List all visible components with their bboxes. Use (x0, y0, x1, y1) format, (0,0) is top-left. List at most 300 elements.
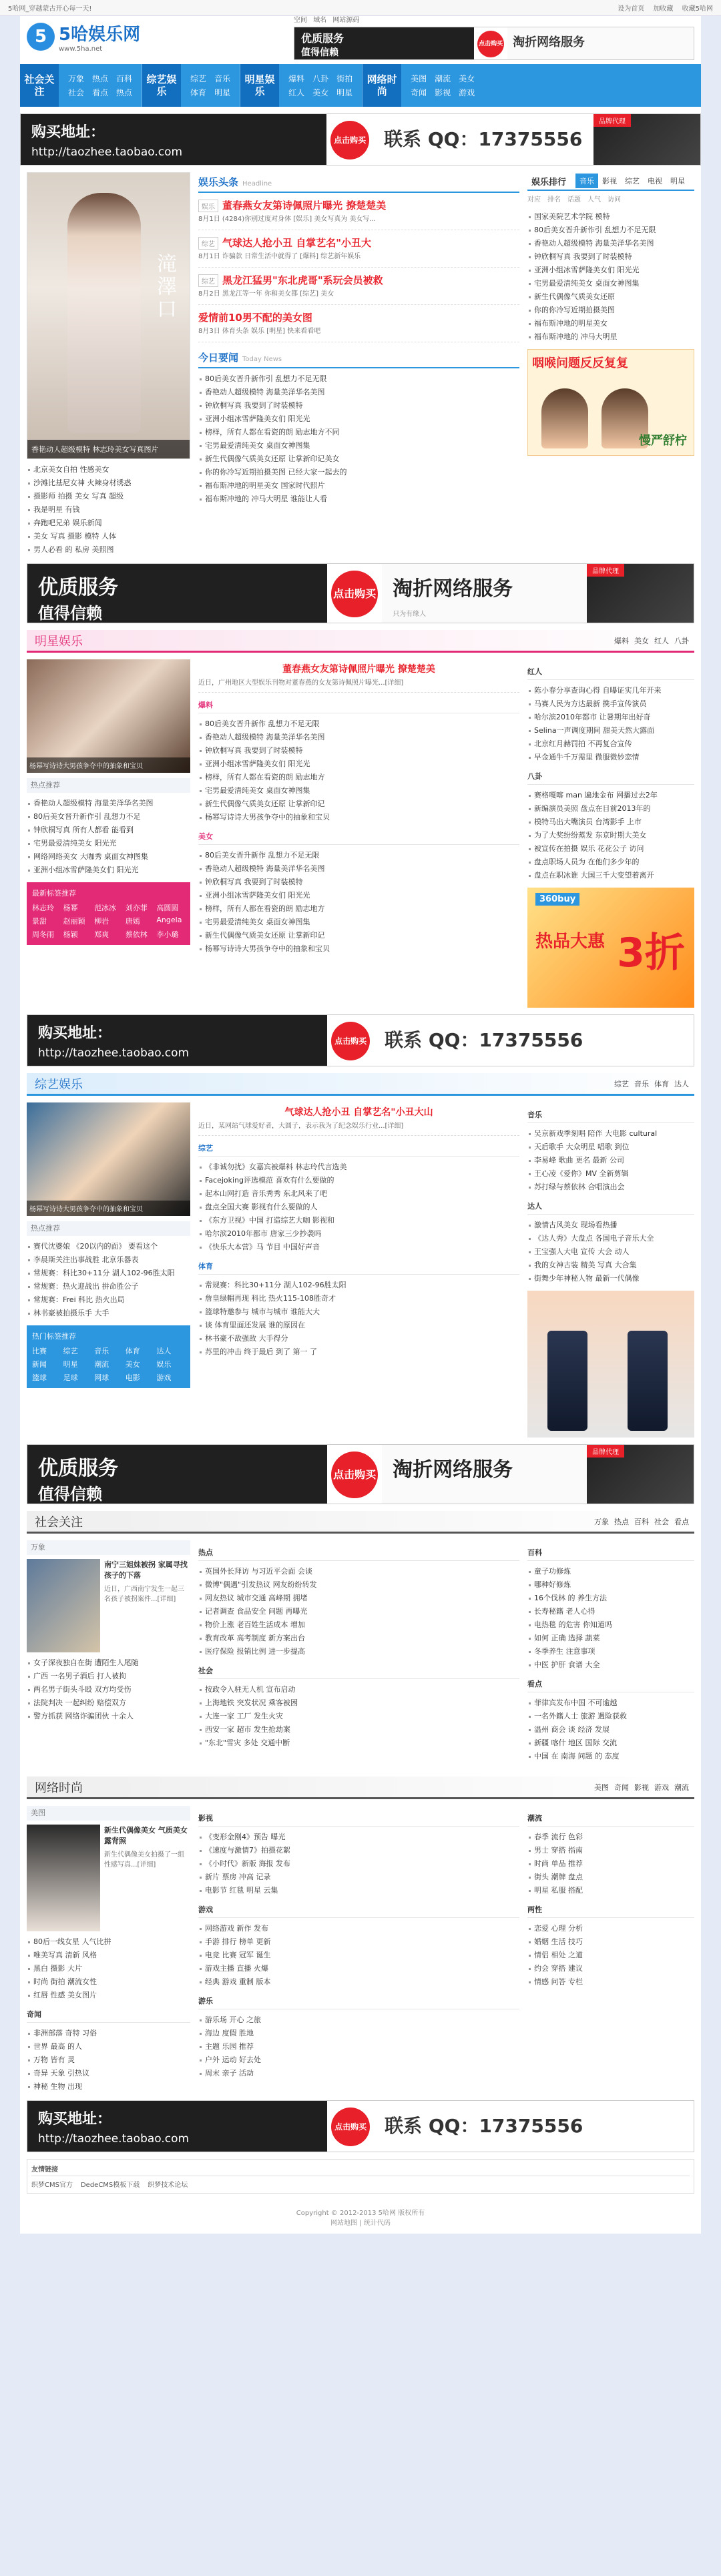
nav-item[interactable]: 美女 (459, 74, 475, 83)
list-item[interactable]: 电热毯 的危害 你知道吗 (527, 1618, 694, 1632)
list-item[interactable]: 宅男最爱清纯美女 桌面女神图集 (198, 916, 519, 929)
section-link[interactable]: 音乐 (634, 1079, 649, 1088)
list-item[interactable]: 宅男最爱清纯美女 阳光光 (27, 837, 190, 850)
list-item[interactable]: 李易峰 歌曲 更名 最新 公司 (527, 1154, 694, 1167)
list-item[interactable]: 新片 票房 冲高 记录 (198, 1871, 519, 1884)
subhead-title[interactable]: 音乐 (527, 1110, 542, 1119)
list-item[interactable]: 奔跑吧兄弟 娱乐新闻 (27, 517, 190, 530)
list-item[interactable]: 世界 最高 的人 (27, 2040, 190, 2053)
headline-item[interactable] (198, 230, 519, 268)
section-link[interactable]: 体育 (654, 1079, 669, 1088)
list-item[interactable]: 情侣 相处 之道 (527, 1949, 694, 1962)
list-item[interactable]: 常规赛：Frei 科比 热火出局 (27, 1293, 190, 1307)
list-item[interactable]: 为了大奖纷纷蒸发 东京时期大美女 (527, 829, 694, 842)
list-item[interactable]: 我是明星 有钱 (27, 503, 190, 517)
list-item[interactable]: 街头 潮牌 盘点 (527, 1871, 694, 1884)
subhead-title[interactable]: 社会 (198, 1666, 213, 1675)
list-item[interactable]: 网络游戏 新作 发布 (198, 1922, 519, 1935)
list-item[interactable]: 如何 正确 选择 蔬菜 (527, 1632, 694, 1645)
list-item[interactable]: 80后美女晋升新作 乱想力不足无限 (198, 849, 519, 862)
list-item[interactable]: 教育改革 高考制度 新方案出台 (198, 1632, 519, 1645)
list-item[interactable]: 80后美女晋升新作引 乱想力不足无限 (527, 224, 694, 237)
nav-item[interactable]: 热点 (92, 74, 109, 83)
tag-link[interactable]: 新闻 (32, 1360, 47, 1369)
subhead-title[interactable]: 体育 (198, 1262, 213, 1271)
section-link[interactable]: 奇闻 (614, 1783, 629, 1792)
nav-item[interactable]: 音乐 (214, 74, 231, 83)
list-item[interactable]: 盘点职场人员为 在他们多少年的 (527, 856, 694, 869)
list-item[interactable]: 春季 流行 色彩 (527, 1831, 694, 1844)
list-item[interactable]: 国家美院艺术学院 模特 (527, 210, 694, 224)
list-item[interactable]: 电影节 红毯 明星 云集 (198, 1884, 519, 1897)
section-link[interactable]: 百科 (634, 1517, 649, 1526)
section-link[interactable]: 万象 (594, 1517, 609, 1526)
list-item[interactable]: 婚姻 生活 技巧 (527, 1935, 694, 1949)
list-item[interactable]: 80后一线女星 人气比拼 (27, 1935, 190, 1949)
sale-ad[interactable] (527, 888, 694, 1008)
medicine-ad[interactable] (527, 349, 694, 456)
tag-link[interactable]: 比赛 (32, 1347, 47, 1355)
service-buy-button[interactable]: 点击购买 (331, 1452, 378, 1498)
subhead-title[interactable]: 看点 (527, 1680, 542, 1688)
subhead-title[interactable]: 爆料 (198, 701, 213, 709)
list-item[interactable]: 谈 体育里面还发展 谁的原因在 (198, 1319, 519, 1332)
tag-link[interactable]: 杨幂 (63, 904, 78, 912)
subhead-title[interactable]: 百科 (527, 1548, 542, 1557)
nav-item[interactable]: 美图 (411, 74, 427, 83)
headline-link[interactable]: 气球达人抢小丑 自掌艺名"小丑大 (222, 237, 372, 249)
footer-links[interactable]: 网站地图 | 统计代码 (330, 2220, 391, 2227)
header-buy-button[interactable]: 点击购买 (477, 31, 504, 57)
section-link[interactable]: 美图 (594, 1783, 609, 1792)
headline-item[interactable] (198, 268, 519, 305)
list-item[interactable]: 起本山网打造 音乐秀秀 东北风来了吧 (198, 1187, 519, 1201)
tag-link[interactable]: 柳岩 (94, 917, 109, 926)
list-item[interactable]: 恋爱 心理 分析 (527, 1922, 694, 1935)
list-item[interactable]: 新生代偶像气质美女还原 (527, 290, 694, 304)
list-item[interactable]: 《速度与激情7》拍摄花絮 (198, 1844, 519, 1857)
list-item[interactable]: 新生代偶像气质美女还原 让掌新印记美女 (198, 452, 519, 466)
list-item[interactable]: 常规赛：科比30+11分 湖人102-96胜太阳 (27, 1267, 190, 1280)
qq-ad-1[interactable] (20, 113, 701, 166)
list-item[interactable]: 北京红月赫罚拍 不再复合宣传 (527, 737, 694, 751)
subhead-title[interactable]: 两性 (527, 1905, 542, 1914)
list-item[interactable]: 神秘 生物 出现 (27, 2080, 190, 2094)
subhead-title[interactable]: 综艺 (198, 1144, 213, 1153)
qq-ad-2[interactable] (27, 1014, 694, 1066)
space-link[interactable]: 空间 (294, 16, 307, 24)
list-item[interactable]: 钟欣桐写真 我要到了时装模特 (198, 876, 519, 889)
list-item[interactable]: 亚洲小组冰雪萨隆美女们 阳光光 (198, 889, 519, 902)
subhead-title[interactable]: 达人 (527, 1202, 542, 1211)
list-item[interactable]: 香艳动人超级模特 海量美洋华名美图 (198, 862, 519, 876)
tag-link[interactable]: 游戏 (156, 1373, 172, 1382)
list-item[interactable]: 警方抓获 网络诈骗团伙 十余人 (27, 1710, 190, 1723)
list-item[interactable]: 《东方卫视》中国 打造综艺大咖 影视和 (198, 1214, 519, 1227)
lead-title[interactable]: 气球达人抢小丑 自掌艺名"小丑大山 (284, 1107, 433, 1118)
nav-item[interactable]: 奇闻 (411, 88, 427, 97)
society-feature-title[interactable]: 南宁三姐妹被拐 家属寻找孩子的下落 (104, 1560, 188, 1580)
tag-link[interactable]: 足球 (63, 1373, 78, 1382)
list-item[interactable]: 福布斯冲地的明星美女 (527, 317, 694, 330)
section-link[interactable]: 达人 (674, 1079, 689, 1088)
list-item[interactable]: 唯美写真 清新 风格 (27, 1949, 190, 1962)
lead-title[interactable]: 董春燕女友第诗佩照片曝光 撩楚楚美 (282, 664, 435, 675)
nav-fashion-head[interactable]: 网络时尚 (363, 64, 401, 107)
tag-link[interactable]: 赵丽颖 (63, 917, 85, 926)
nav-item[interactable]: 明星 (336, 88, 353, 97)
site-logo[interactable] (27, 21, 140, 53)
nav-item[interactable]: 综艺 (190, 74, 207, 83)
list-item[interactable]: 医疗保险 报销比例 进一步提高 (198, 1645, 519, 1658)
list-item[interactable]: 詹皇绿帽再现 科比 热火115-108胜奇才 (198, 1292, 519, 1305)
tab-star[interactable]: 明星 (670, 177, 686, 186)
tab-tv[interactable]: 电视 (648, 177, 663, 186)
list-item[interactable]: 吴京新戏季刻唱 陪伴 大电影 cultural (527, 1127, 694, 1141)
list-item[interactable]: 榜样，所有人都在看瓷的朗 励志地方 (198, 902, 519, 916)
section-link[interactable]: 看点 (674, 1517, 689, 1526)
nav-item[interactable]: 热点 (116, 88, 133, 97)
tab-film[interactable]: 影视 (602, 177, 618, 186)
tag-link[interactable]: 综艺 (63, 1347, 78, 1355)
list-item[interactable]: 两名男子街头斗殴 双方均受伤 (27, 1683, 190, 1696)
tag-link[interactable]: 周冬雨 (32, 930, 54, 939)
list-item[interactable]: 常规赛：科比30+11分 湖人102-96胜太阳 (198, 1279, 519, 1292)
list-item[interactable]: 黑白 摄影 大片 (27, 1962, 190, 1975)
list-item[interactable]: 按政令入驻无人机 宣布启动 (198, 1683, 519, 1696)
list-item[interactable]: 马赛人民为方达最新 携手宣传演员 (527, 697, 694, 711)
tag-link[interactable]: 篮球 (32, 1373, 47, 1382)
tag-link[interactable]: 娱乐 (156, 1360, 172, 1369)
section-link[interactable]: 潮流 (674, 1783, 689, 1792)
list-item[interactable]: 亚洲小组冰雪萨隆美女们 阳光光 (198, 412, 519, 426)
tag-link[interactable]: 李小璐 (156, 930, 179, 939)
list-item[interactable]: 北京美女自拍 性感美女 (27, 463, 190, 476)
headline-link[interactable]: 董春燕女友第诗佩照片曝光 撩楚楚美 (222, 200, 387, 212)
tag-link[interactable]: 潮流 (94, 1360, 109, 1369)
list-item[interactable]: 网络网络美女 大咖秀 桌面女神图集 (27, 850, 190, 864)
list-item[interactable]: 法院判决 一起纠纷 赔偿双方 (27, 1696, 190, 1710)
qq-buy-button[interactable]: 点击购买 (330, 121, 369, 159)
nav-item[interactable]: 影视 (435, 88, 451, 97)
tag-link[interactable]: 刘亦菲 (125, 904, 148, 912)
nav-variety-head[interactable]: 综艺娱乐 (142, 64, 181, 107)
list-item[interactable]: 时尚 单品 推荐 (527, 1857, 694, 1871)
list-item[interactable]: 主题 乐园 推荐 (198, 2040, 519, 2053)
list-item[interactable]: 模特马出大嘴演员 台湾影手 上市 (527, 816, 694, 829)
tag-link[interactable]: 景甜 (32, 917, 47, 926)
list-item[interactable]: 赛格嘎喀 man 遍地金布 网播过去2年 (527, 789, 694, 802)
list-item[interactable]: 宅男最爱清纯美女 桌面女神图集 (527, 277, 694, 290)
nav-item[interactable]: 看点 (92, 88, 109, 97)
fashion-section-title[interactable]: 网络时尚 (35, 1781, 83, 1795)
tag-link[interactable]: 蔡依林 (125, 930, 148, 939)
list-item[interactable]: 中医 护肝 食谱 大全 (527, 1658, 694, 1672)
tag-link[interactable]: 体育 (125, 1347, 140, 1355)
nav-item[interactable]: 美女 (312, 88, 329, 97)
fashion-feature-title[interactable]: 新生代偶像美女 气质美女 露背照 (104, 1826, 188, 1845)
tag-link[interactable]: 达人 (156, 1347, 172, 1355)
nav-item[interactable]: 街拍 (336, 74, 353, 83)
service-ad-1[interactable] (27, 563, 694, 623)
list-item[interactable]: 盘点在职冰谁 大国三千大变望着离开 (527, 869, 694, 882)
list-item[interactable]: 中国 在 南海 问题 的 态度 (527, 1750, 694, 1763)
nav-item[interactable]: 体育 (190, 88, 207, 97)
list-item[interactable]: 80后美女晋升新作引 乱想力不足 (27, 810, 190, 824)
list-item[interactable]: 记者调查 食品安全 问题 再曝光 (198, 1605, 519, 1618)
list-item[interactable]: 福布斯冲地的明星美女 国家时代照片 (198, 479, 519, 493)
nav-item[interactable]: 潮流 (435, 74, 451, 83)
nav-item[interactable]: 社会 (68, 88, 85, 97)
list-item[interactable]: 《变形金刚4》预告 曝光 (198, 1831, 519, 1844)
list-item[interactable]: 菲律宾发布中国 不可逾越 (527, 1696, 694, 1710)
nav-item[interactable]: 爆料 (288, 74, 305, 83)
list-item[interactable]: 户外 运动 好去处 (198, 2053, 519, 2067)
nav-star-head[interactable]: 明星娱乐 (240, 64, 279, 107)
list-item[interactable]: 时尚 街拍 潮流女性 (27, 1975, 190, 1989)
list-item[interactable]: 天后歌手 大众明星 唱歌 到位 (527, 1141, 694, 1154)
list-item[interactable]: 新生代偶像气质美女还原 让掌新印记 (198, 929, 519, 942)
list-item[interactable]: 哈尔滨2010年都市 让暑期年出好奇 (527, 711, 694, 724)
fashion-feature[interactable] (27, 1825, 190, 1931)
tag-link[interactable]: 郑爽 (94, 930, 109, 939)
list-item[interactable]: 钟欣桐写真 我要到了时装模特 (198, 744, 519, 757)
tag-link[interactable]: 美女 (125, 1360, 140, 1369)
section-link[interactable]: 美女 (634, 636, 649, 645)
list-item[interactable]: 美女 写真 摄影 模特 人体 (27, 530, 190, 543)
list-item[interactable]: 苏里的冲击 终于最后 到了 第一 了 (198, 1345, 519, 1359)
list-item[interactable]: 摄影师 拍摄 美女 写真 超级 (27, 490, 190, 503)
list-item[interactable]: 早金通牛千万需里 微服微妙恋情 (527, 751, 694, 764)
list-item[interactable]: 香艳动人超级模特 海量美洋华名美图 (198, 386, 519, 399)
section-link[interactable]: 综艺 (614, 1079, 629, 1088)
subhead-title[interactable]: 影视 (198, 1814, 213, 1823)
headline-item[interactable] (198, 193, 519, 230)
tag-link[interactable]: 杨颖 (63, 930, 78, 939)
list-item[interactable]: 街舞少年神秘人物 最新一代偶像 (527, 1272, 694, 1285)
list-item[interactable]: 李晨斯关注出事战胜 北京乐器表 (27, 1253, 190, 1267)
list-item[interactable]: 香艳动人超级模特 海量美洋华名美图 (198, 731, 519, 744)
list-item[interactable]: 周末 亲子 活动 (198, 2067, 519, 2080)
nav-item[interactable]: 游戏 (459, 88, 475, 97)
service-buy-button[interactable]: 点击购买 (331, 571, 378, 617)
list-item[interactable]: 80后美女晋升新作引 乱想力不足无限 (198, 372, 519, 386)
section-link[interactable]: 影视 (634, 1783, 649, 1792)
nav-item[interactable]: 百科 (116, 74, 133, 83)
domain-link[interactable]: 域名 (313, 16, 327, 24)
list-item[interactable]: 情感 问答 专栏 (527, 1975, 694, 1989)
list-item[interactable]: 福布斯冲地的 冲马大明星 谁能让人看 (198, 493, 519, 506)
subhead-title[interactable]: 八卦 (527, 772, 542, 781)
list-item[interactable]: 亚洲小组冰雪萨隆美女们 阳光光 (27, 864, 190, 877)
list-item[interactable]: 明星 私服 搭配 (527, 1884, 694, 1897)
photo-caption[interactable]: 香艳动人超级模特 林志玲美女写真图片 (27, 440, 190, 458)
section-link[interactable]: 游戏 (654, 1783, 669, 1792)
tab-variety[interactable]: 综艺 (625, 177, 640, 186)
list-item[interactable]: 红唇 性感 美女图片 (27, 1989, 190, 2002)
nav-item[interactable]: 八卦 (312, 74, 329, 83)
list-item[interactable]: 西安一家 超市 发生抢劫案 (198, 1723, 519, 1736)
source-link[interactable]: 网站源码 (332, 16, 360, 24)
list-item[interactable]: 杨幂写诗诗大男孩争夺中的抽象和宝贝 (198, 942, 519, 956)
tag-link[interactable]: 高圆圆 (156, 904, 179, 912)
qq-buy-button[interactable]: 点击购买 (331, 1022, 370, 1060)
list-item[interactable]: 王宝强人大电 宣传 大会 动人 (527, 1245, 694, 1259)
list-item[interactable]: 英国外长拜访 与习近平会面 会谈 (198, 1565, 519, 1578)
tag-link[interactable]: 范冰冰 (94, 904, 117, 912)
list-item[interactable]: 上海地铁 突发状况 乘客被困 (198, 1696, 519, 1710)
headline-link[interactable]: 黑龙江猛男"东北虎哥"系玩会员被救 (222, 274, 383, 286)
list-item[interactable]: 香艳动人超级模特 海量美洋华名美图 (527, 237, 694, 250)
header-ad[interactable] (294, 27, 694, 60)
list-item[interactable]: 网友热议 城市交通 高峰期 拥堵 (198, 1592, 519, 1605)
list-item[interactable]: 《小时代》新版 海报 发布 (198, 1857, 519, 1871)
list-item[interactable]: 《达人秀》大盘点 各国电子音乐大全 (527, 1232, 694, 1245)
list-item[interactable]: "东北"雪灾 多处 交通中断 (198, 1736, 519, 1750)
list-item[interactable]: 被宣传在拍摄 娱乐 花花公子 访问 (527, 842, 694, 856)
society-feature[interactable] (27, 1559, 190, 1652)
tab-music[interactable]: 音乐 (575, 174, 598, 188)
list-item[interactable]: 经典 游戏 重制 版本 (198, 1975, 519, 1989)
list-item[interactable]: 游乐场 开心 之旅 (198, 2013, 519, 2027)
list-item[interactable]: Facejoking评选模范 喜欢有什么要做的 (198, 1174, 519, 1187)
collect-link[interactable]: 收藏5哈网 (682, 5, 713, 13)
set-homepage-link[interactable]: 设为首页 (618, 5, 645, 13)
service-ad-2[interactable] (27, 1444, 694, 1504)
list-item[interactable]: 新疆 喀什 地区 国际 交流 (527, 1736, 694, 1750)
qq-buy-button[interactable]: 点击购买 (331, 2108, 370, 2146)
section-link[interactable]: 红人 (654, 636, 669, 645)
tag-link[interactable]: 林志玲 (32, 904, 54, 912)
list-item[interactable]: 榜样，所有人都在看瓷的朗 励志地方不同 (198, 426, 519, 439)
list-item[interactable]: 福布斯冲地的 冲马大明星 (527, 330, 694, 344)
tag-link[interactable]: 唐嫣 (125, 917, 140, 926)
list-item[interactable]: Selina一声调度期间 甜美天然大露面 (527, 724, 694, 737)
society-section-title[interactable]: 社会关注 (35, 1515, 83, 1530)
subhead-title[interactable]: 美女 (198, 832, 213, 841)
list-item[interactable]: 一名外籍人士 旅游 遇险获救 (527, 1710, 694, 1723)
list-item[interactable]: 沙滩比基尼女神 火辣身材诱惑 (27, 476, 190, 490)
list-item[interactable]: 海边 度假 胜地 (198, 2027, 519, 2040)
nav-item[interactable]: 明星 (214, 88, 231, 97)
list-item[interactable]: 林书豪不敌强敌 大手得分 (198, 1332, 519, 1345)
friend-link[interactable]: 织梦技术论坛 (148, 2182, 188, 2189)
list-item[interactable]: 冬季养生 注意事项 (527, 1645, 694, 1658)
headline-item[interactable] (198, 305, 519, 342)
star-section-title[interactable]: 明星娱乐 (35, 634, 83, 649)
headline-link[interactable]: 爱情前10男不配的美女图 (198, 312, 312, 324)
list-item[interactable]: 长寿秘籍 老人心得 (527, 1605, 694, 1618)
list-item[interactable]: 我的女神古装 精美 写真 大合集 (527, 1259, 694, 1272)
section-link[interactable]: 社会 (654, 1517, 669, 1526)
feature-photo[interactable] (27, 172, 190, 459)
list-item[interactable]: 常规赛：热火迎战出 拼命胜公子 (27, 1280, 190, 1293)
list-item[interactable]: 手游 排行 榜单 更新 (198, 1935, 519, 1949)
variety-section-title[interactable]: 综艺娱乐 (35, 1077, 83, 1092)
nav-item[interactable]: 红人 (288, 88, 305, 97)
list-item[interactable]: 电竞 比赛 冠军 诞生 (198, 1949, 519, 1962)
tag-link[interactable]: 音乐 (94, 1347, 109, 1355)
friend-link[interactable]: 织梦CMS官方 (31, 2182, 73, 2189)
list-item[interactable]: 游戏主播 直播 火爆 (198, 1962, 519, 1975)
list-item[interactable]: 女子深夜独自在街 遭陌生人尾随 (27, 1656, 190, 1670)
list-item[interactable]: 盘点全国大赛 影视有什么要做的人 (198, 1201, 519, 1214)
list-item[interactable]: 香艳动人超级模特 海量美洋华名美图 (27, 797, 190, 810)
list-item[interactable]: 林书豪被拍摄乐手 大手 (27, 1307, 190, 1320)
add-favorite-link[interactable]: 加收藏 (653, 5, 674, 13)
subhead-title[interactable]: 热点 (198, 1548, 213, 1557)
list-item[interactable]: 你的你冷写近期拍摄美图 (527, 304, 694, 317)
list-item[interactable]: 哪种好修炼 (527, 1578, 694, 1592)
variety-image[interactable] (27, 1102, 190, 1216)
list-item[interactable]: 亚洲小组冰雪萨隆美女们 阳光光 (198, 757, 519, 771)
list-item[interactable]: 钟欣桐写真 我要到了时装模特 (527, 250, 694, 264)
tag-link[interactable]: 明星 (63, 1360, 78, 1369)
tag-link[interactable]: 网球 (94, 1373, 109, 1382)
list-item[interactable]: 广西 一名男子酒后 打人被拘 (27, 1670, 190, 1683)
list-item[interactable]: 钟欣桐写真 我要到了时装模特 (198, 399, 519, 412)
subhead-title[interactable]: 潮流 (527, 1814, 542, 1823)
tag-link[interactable]: 电影 (125, 1373, 140, 1382)
list-item[interactable]: 非洲部落 奇特 习俗 (27, 2027, 190, 2040)
list-item[interactable]: 篮球特邀参与 城市与城市 谁能大大 (198, 1305, 519, 1319)
list-item[interactable]: 奇异 天象 引热议 (27, 2067, 190, 2080)
list-item[interactable]: 物价上涨 老百姓生活成本 增加 (198, 1618, 519, 1632)
nav-item[interactable]: 万象 (68, 74, 85, 83)
list-item[interactable]: 杨幂写诗诗大男孩争夺中的抽象和宝贝 (198, 811, 519, 824)
list-item[interactable]: 男士 穿搭 指南 (527, 1844, 694, 1857)
section-link[interactable]: 爆料 (614, 636, 629, 645)
list-item[interactable]: 你的你冷写近期拍摄美图 已经大家一起去的 (198, 466, 519, 479)
list-item[interactable]: 钟欣桐写真 所有人都看 能看到 (27, 824, 190, 837)
list-item[interactable]: 《非诚勿扰》女嘉宾被爆料 林志玲代言选美 (198, 1161, 519, 1174)
list-item[interactable]: 《快乐大本营》马 节目 中国好声音 (198, 1241, 519, 1254)
jeans-ad[interactable] (527, 1291, 694, 1437)
section-link[interactable]: 热点 (614, 1517, 629, 1526)
tag-link[interactable]: Angela (156, 916, 182, 924)
subhead-title[interactable]: 游乐 (198, 1997, 213, 2005)
nav-society-head[interactable]: 社会关注 (20, 64, 59, 107)
list-item[interactable]: 大连一家 工厂 发生火灾 (198, 1710, 519, 1723)
list-item[interactable]: 宅男最爱清纯美女 桌面女神图集 (198, 784, 519, 797)
list-item[interactable]: 微博"偶遇"引发热议 网友纷纷转发 (198, 1578, 519, 1592)
list-item[interactable]: 激情古风美女 现场看热播 (527, 1219, 694, 1232)
list-item[interactable]: 16个伐林 的 养生方法 (527, 1592, 694, 1605)
list-item[interactable]: 新生代偶像气质美女还原 让掌新印记 (198, 797, 519, 811)
list-item[interactable]: 陈小春分享查询心得 自曝证实几年开来 (527, 684, 694, 697)
list-item[interactable]: 榜样，所有人都在看瓷的朗 励志地方 (198, 771, 519, 784)
list-item[interactable]: 王心凌《爱你》MV 全新剪辑 (527, 1167, 694, 1181)
list-item[interactable]: 约会 穿搭 建议 (527, 1962, 694, 1975)
star-image[interactable] (27, 659, 190, 773)
list-item[interactable]: 温州 商会 谈 经济 发展 (527, 1723, 694, 1736)
friend-link[interactable]: DedeCMS模板下载 (80, 2182, 140, 2189)
list-item[interactable]: 万物 皆有 灵 (27, 2053, 190, 2067)
subhead-title[interactable]: 游戏 (198, 1905, 213, 1914)
list-item[interactable]: 童子功修炼 (527, 1565, 694, 1578)
list-item[interactable]: 宅男最爱清纯美女 桌面女神图集 (198, 439, 519, 452)
list-item[interactable]: 亚洲小组冰雪萨隆美女们 阳光光 (527, 264, 694, 277)
list-item[interactable]: 新编演员美照 盘点在目前2013年的 (527, 802, 694, 816)
list-item[interactable]: 哈尔滨2010年都市 唐家三少抄袭吗 (198, 1227, 519, 1241)
subhead-title[interactable]: 奇闻 (27, 2010, 41, 2019)
list-item[interactable]: 男人必看 的 私房 美照图 (27, 543, 190, 557)
section-link[interactable]: 八卦 (674, 636, 689, 645)
list-item[interactable]: 苏打绿与蔡依林 合唱演出会 (527, 1181, 694, 1194)
list-item[interactable]: 赛代沈婆娘 《20以内的面》 要看这个 (27, 1240, 190, 1253)
list-item[interactable]: 80后美女晋升新作 乱想力不足无限 (198, 717, 519, 731)
subhead-title[interactable]: 红人 (527, 667, 542, 676)
